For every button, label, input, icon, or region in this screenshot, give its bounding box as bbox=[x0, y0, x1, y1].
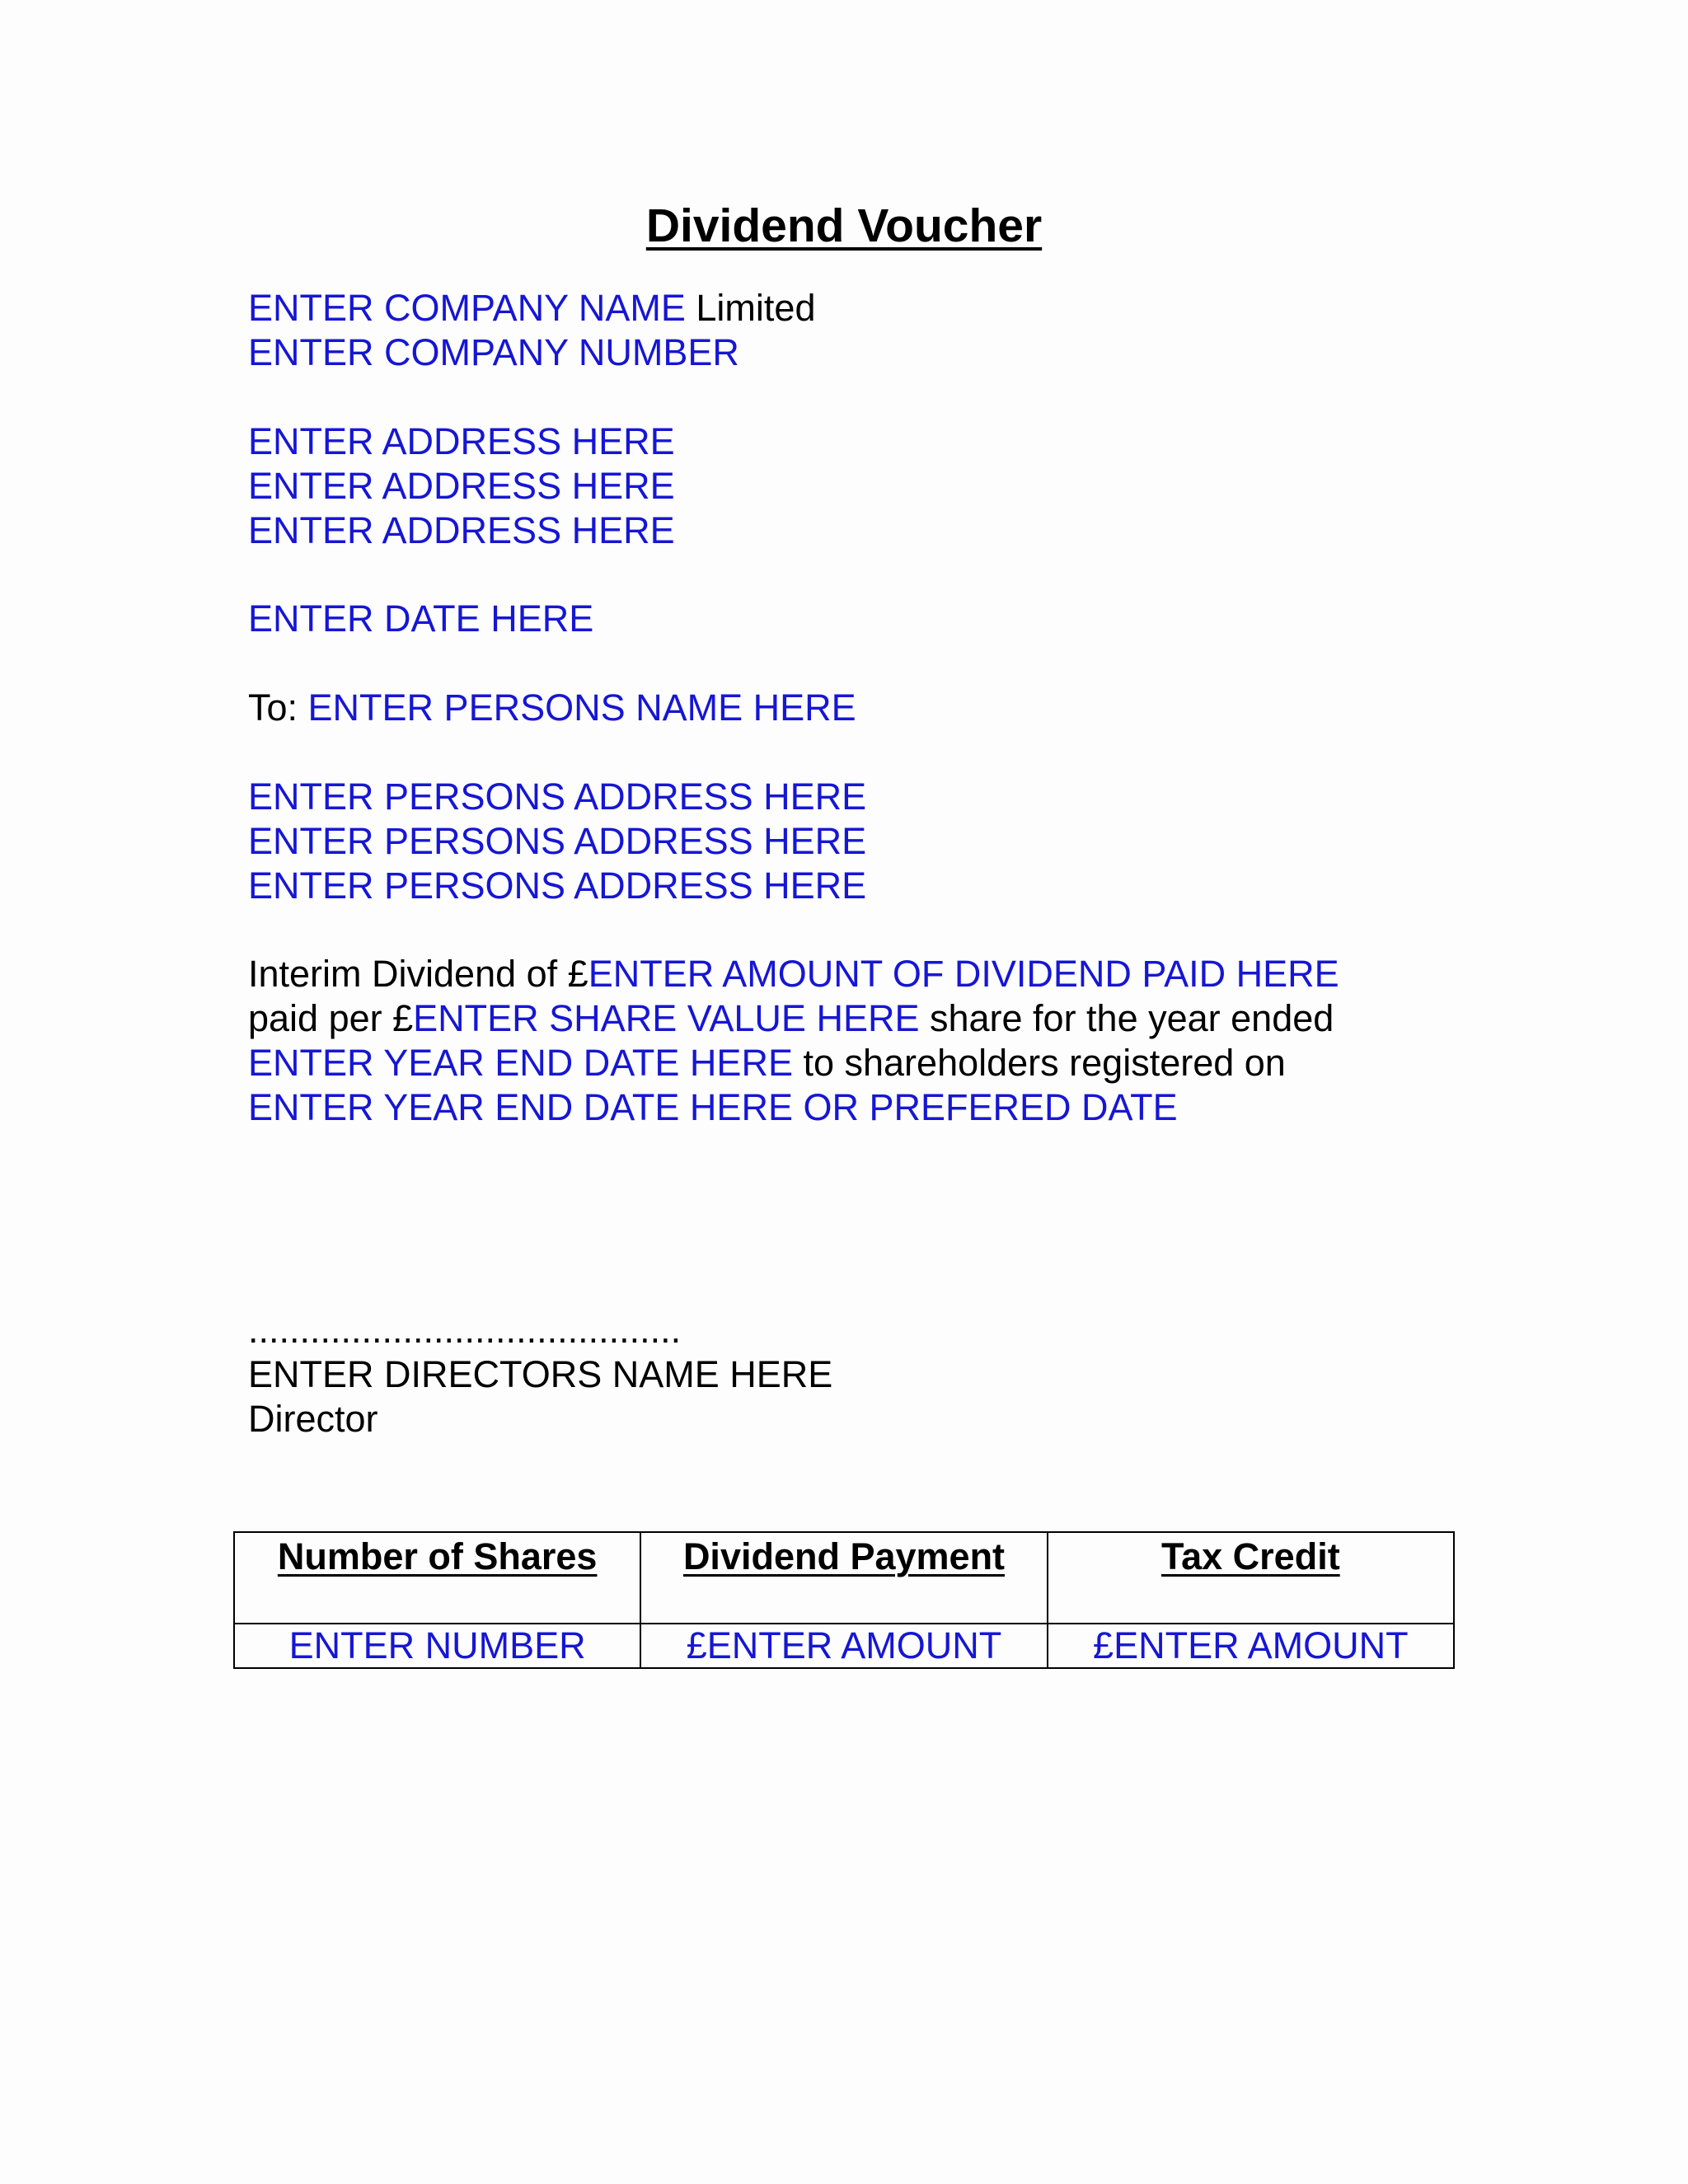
cell-number-of-shares[interactable]: ENTER NUMBER bbox=[234, 1624, 640, 1668]
share-value-prefix: paid per £ bbox=[248, 997, 414, 1039]
dividend-line-2 bbox=[248, 996, 1339, 1041]
signature-block bbox=[248, 1308, 832, 1441]
company-address-line[interactable]: ENTER ADDRESS HERE bbox=[248, 465, 675, 507]
share-value-placeholder[interactable]: ENTER SHARE VALUE HERE bbox=[413, 997, 920, 1039]
company-block bbox=[248, 286, 815, 375]
document-title: Dividend Voucher bbox=[645, 199, 1043, 252]
recipient-address-line[interactable]: ENTER PERSONS ADDRESS HERE bbox=[248, 776, 867, 818]
cell-tax-credit[interactable]: £ENTER AMOUNT bbox=[1048, 1624, 1454, 1668]
table-header-row bbox=[234, 1532, 1454, 1624]
director-name[interactable]: ENTER DIRECTORS NAME HERE bbox=[248, 1353, 833, 1395]
signature-dots: .......................................... bbox=[248, 1309, 682, 1351]
company-address-line[interactable]: ENTER ADDRESS HERE bbox=[248, 420, 675, 462]
date-placeholder[interactable]: ENTER DATE HERE bbox=[248, 598, 594, 640]
dividend-table bbox=[233, 1531, 1455, 1669]
cell-dividend-payment[interactable]: £ENTER AMOUNT bbox=[640, 1624, 1047, 1668]
dividend-line-1 bbox=[248, 952, 1339, 996]
table-row bbox=[234, 1624, 1454, 1668]
company-address-line[interactable]: ENTER ADDRESS HERE bbox=[248, 509, 675, 551]
to-label: To: bbox=[248, 687, 308, 729]
company-name-line bbox=[248, 286, 815, 330]
registered-date-placeholder[interactable]: ENTER YEAR END DATE HERE OR PREFERED DATE bbox=[248, 1086, 1178, 1128]
company-name-suffix: Limited bbox=[685, 287, 816, 329]
year-end-suffix: to shareholders registered on bbox=[792, 1042, 1286, 1084]
year-end-placeholder[interactable]: ENTER YEAR END DATE HERE bbox=[248, 1042, 793, 1084]
company-address-block bbox=[248, 419, 675, 553]
director-role: Director bbox=[248, 1398, 378, 1440]
company-number-placeholder[interactable]: ENTER COMPANY NUMBER bbox=[248, 331, 739, 373]
dividend-statement bbox=[248, 952, 1339, 1130]
column-header-number-of-shares: Number of Shares bbox=[234, 1532, 640, 1624]
dividend-amount-placeholder[interactable]: ENTER AMOUNT OF DIVIDEND PAID HERE bbox=[588, 953, 1339, 995]
date-block bbox=[248, 597, 593, 641]
company-name-placeholder[interactable]: ENTER COMPANY NAME bbox=[248, 287, 686, 329]
recipient-block bbox=[248, 686, 856, 730]
column-header-tax-credit: Tax Credit bbox=[1048, 1532, 1454, 1624]
column-header-dividend-payment: Dividend Payment bbox=[640, 1532, 1047, 1624]
recipient-address-block bbox=[248, 775, 866, 908]
recipient-line bbox=[248, 686, 856, 730]
dividend-prefix: Interim Dividend of £ bbox=[248, 953, 588, 995]
dividend-line-3 bbox=[248, 1041, 1339, 1085]
recipient-address-line[interactable]: ENTER PERSONS ADDRESS HERE bbox=[248, 820, 867, 862]
recipient-name-placeholder[interactable]: ENTER PERSONS NAME HERE bbox=[307, 687, 856, 729]
share-value-suffix: share for the year ended bbox=[919, 997, 1334, 1039]
recipient-address-line[interactable]: ENTER PERSONS ADDRESS HERE bbox=[248, 865, 867, 907]
